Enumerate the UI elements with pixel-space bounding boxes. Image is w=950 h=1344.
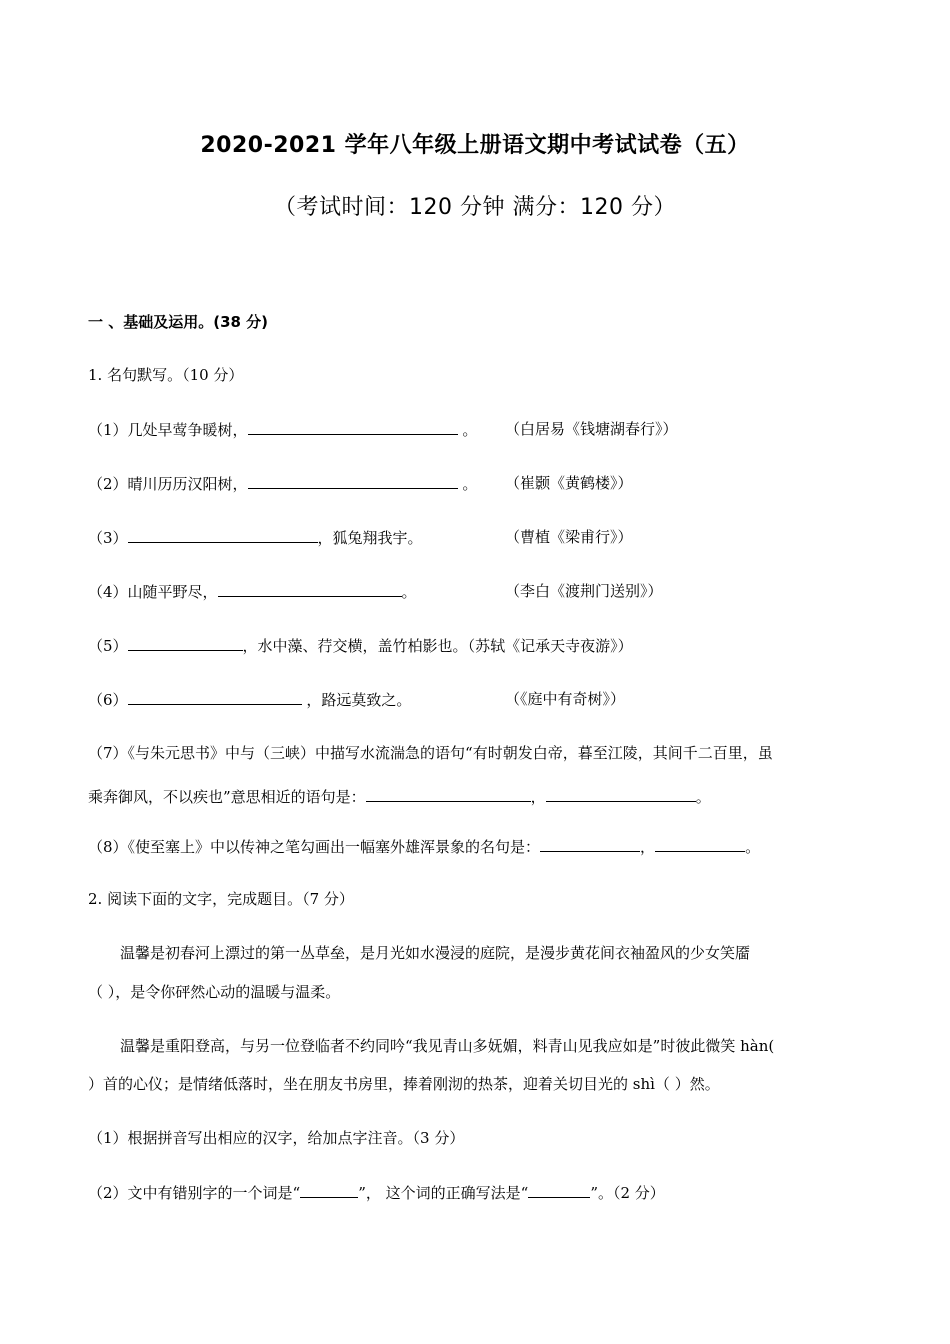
q2-sub-2-end: ”。（2 分） (590, 1184, 665, 1202)
q1-item-4-prefix: （4）山随平野尽， (88, 583, 218, 601)
q1-item-7-prefix: 乘奔御风，不以疾也”意思相近的语句是： (88, 788, 366, 806)
q1-item-6-prefix: （6） (88, 691, 128, 709)
q1-item-6 (88, 689, 888, 710)
q1-item-4-source: （李白《渡荆门送别》） (505, 582, 663, 600)
q1-item-3-source: （曹植《梁甫行》） (505, 528, 633, 546)
passage-paragraph-2-line-1: 温馨是重阳登高，与另一位登临者不约同吟“我见青山多妩媚，料青山见我应如是”时彼此微笑 hàn( (120, 1037, 775, 1055)
q1-item-8-end: 。 (745, 838, 761, 856)
answer-blank[interactable] (248, 419, 458, 435)
q1-item-2-source: （崔颢《黄鹤楼》） (505, 474, 633, 492)
q1-item-2 (88, 473, 888, 494)
passage-paragraph-1-line-2: （ ），是令你砰然心动的温暖与温柔。 (88, 983, 341, 1001)
answer-blank[interactable] (218, 581, 402, 597)
q1-item-7-end: 。 (695, 788, 711, 806)
answer-blank[interactable] (300, 1182, 358, 1198)
answer-blank[interactable] (128, 635, 243, 651)
answer-blank[interactable] (248, 473, 458, 489)
q1-item-7-separator: ， (530, 788, 546, 806)
q1-item-1-prefix: （1）几处早莺争暖树， (88, 421, 248, 439)
answer-blank[interactable] (546, 786, 696, 802)
passage-paragraph-1-line-1: 温馨是初春河上漂过的第一丛草垒，是月光如水漫浸的庭院，是漫步黄花间衣袖盈风的少女笑靥 (120, 944, 751, 962)
q1-item-3-prefix: （3） (88, 529, 128, 547)
q1-item-2-suffix: 。 (457, 475, 478, 493)
q1-item-8-prefix: （8）《使至塞上》中以传神之笔勾画出一幅塞外雄浑景象的名句是： (88, 838, 541, 856)
answer-blank[interactable] (655, 836, 745, 852)
q1-item-8 (88, 836, 760, 857)
answer-blank[interactable] (128, 689, 302, 705)
q2-sub-2-prefix: （2）文中有错别字的一个词是“ (88, 1184, 301, 1202)
q1-item-6-source: （《庭中有奇树》） (505, 690, 626, 708)
q1-item-5-prefix: （5） (88, 637, 128, 655)
q1-item-8-separator: ， (640, 838, 656, 856)
q1-item-1 (88, 419, 888, 440)
q1-item-4 (88, 581, 888, 602)
q1-item-4-suffix: 。 (401, 583, 417, 601)
q1-item-3-suffix: ，狐兔翔我宇。 (317, 529, 423, 547)
section-heading: 一 、基础及运用。(38 分) (88, 313, 269, 331)
answer-blank[interactable] (366, 786, 531, 802)
answer-blank[interactable] (540, 836, 640, 852)
q2-sub-1: （1）根据拼音写出相应的汉字，给加点字注音。（3 分） (88, 1129, 465, 1147)
question-1-label: 1. 名句默写。（10 分） (88, 366, 244, 384)
exam-title: 2020-2021 学年八年级上册语文期中考试试卷（五） (200, 133, 750, 158)
answer-blank[interactable] (528, 1182, 590, 1198)
q1-item-7-line-2 (88, 786, 711, 807)
answer-blank[interactable] (128, 527, 318, 543)
q2-sub-2 (88, 1182, 665, 1203)
question-2-label: 2. 阅读下面的文字，完成题目。（7 分） (88, 890, 354, 908)
q1-item-6-suffix: ，路远莫致之。 (301, 691, 412, 709)
q1-item-1-source: （白居易《钱塘湖春行》） (505, 420, 678, 438)
exam-subtitle: （考试时间：120 分钟 满分：120 分） (274, 195, 676, 220)
q1-item-5-source: （苏轼《记承天寺夜游》） (467, 637, 633, 655)
q2-sub-2-middle: ”， 这个词的正确写法是“ (358, 1184, 529, 1202)
q1-item-5-suffix: ，水中藻、荇交横，盖竹柏影也。 (242, 637, 468, 655)
passage-paragraph-2-line-2: ）首的心仪；是情绪低落时，坐在朋友书房里，捧着刚沏的热茶，迎着关切目光的 shì（ ）然。 (88, 1075, 720, 1093)
q1-item-2-prefix: （2）晴川历历汉阳树， (88, 475, 248, 493)
q1-item-3 (88, 527, 888, 548)
q1-item-5 (88, 635, 888, 656)
q1-item-1-suffix: 。 (457, 421, 478, 439)
q1-item-7-line-1: （7）《与朱元思书》中与（三峡）中描写水流湍急的语句“有时朝发白帝，暮至江陵，其间千二百里，虽 (88, 744, 773, 762)
